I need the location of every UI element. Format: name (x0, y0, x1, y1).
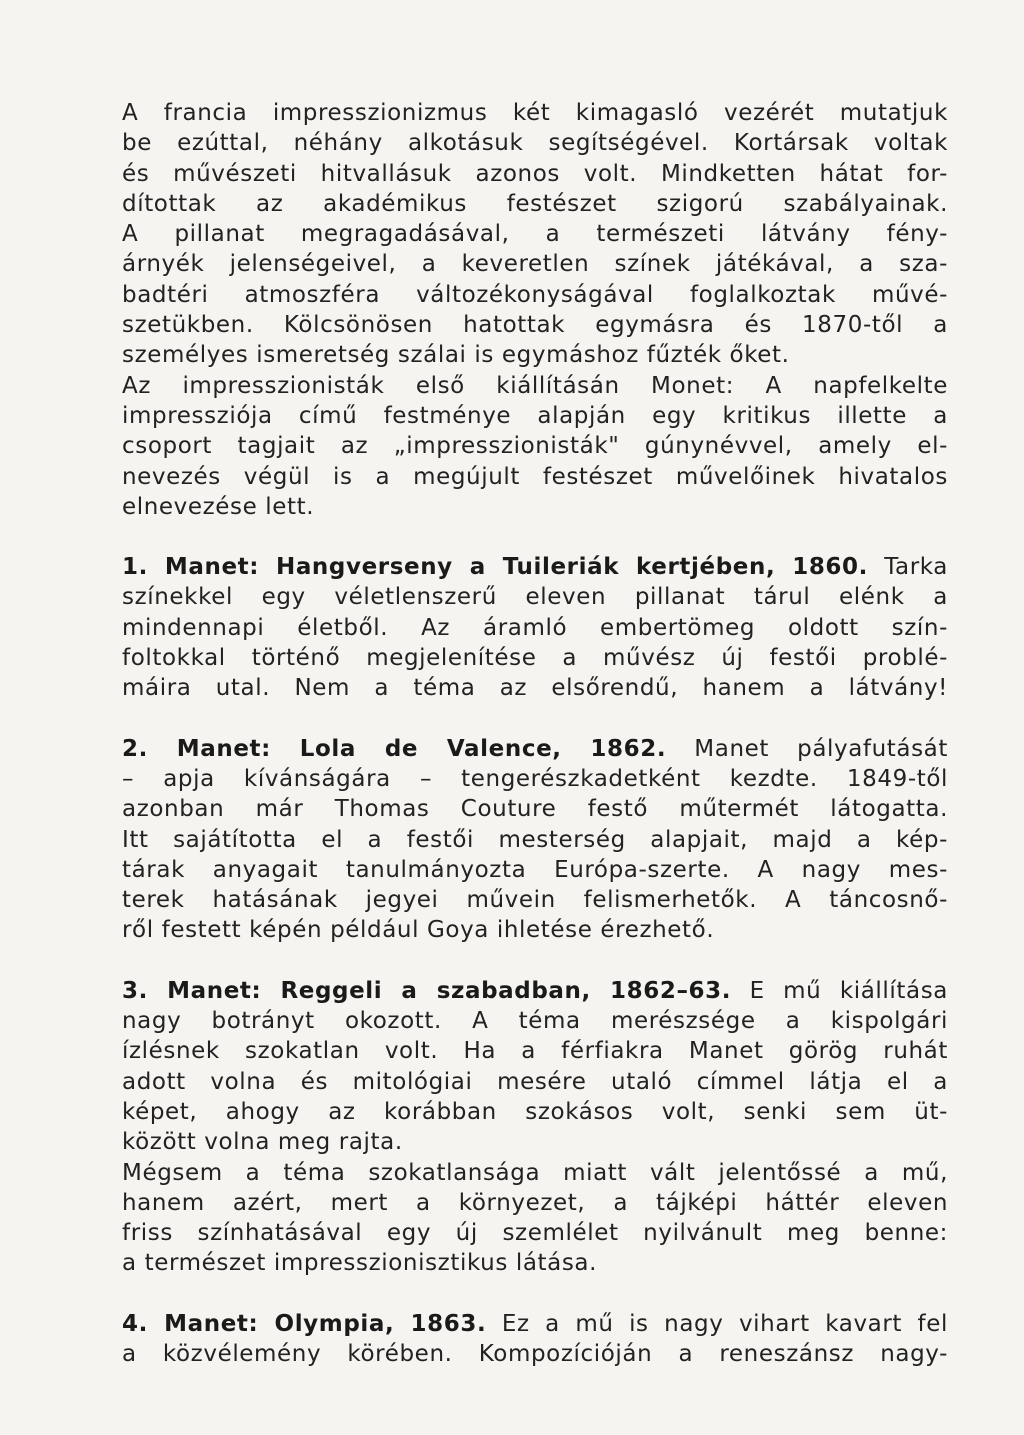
text-line: nagy botrányt okozott. A téma merészsége a kispolgári (122, 1008, 948, 1035)
text-line: képet, ahogy az korábban szokásos volt, senki sem üt- (122, 1098, 948, 1125)
text-line: Itt sajátította el a festői mesterség alapjait, majd a kép- (122, 826, 948, 853)
text-line: ről festett képén például Goya ihletése érezhető. (122, 917, 715, 944)
text-line: foltokkal történő megjelenítése a művész új festői problé- (122, 645, 948, 672)
text-line: hanem azért, mert a környezet, a tájképi háttér eleven (122, 1189, 948, 1216)
text-line: A francia impresszionizmus két kimagasló vezérét mutatjuk (122, 100, 948, 126)
intro-paragraph-2 (122, 219, 948, 370)
text-line: mindennapi életből. Az áramló embertömeg oldott szín- (122, 614, 948, 641)
text-line: elnevezése lett. (122, 493, 315, 520)
text-line: színekkel egy véletlenszerű eleven pillanat tárul elénk a (122, 584, 948, 611)
section-first-line (122, 734, 948, 764)
text-line: friss színhatásával egy új szemlélet nyilvánult meg benne: (122, 1220, 948, 1247)
intro-paragraph-3 (122, 371, 948, 522)
text-line: között volna meg rajta. (122, 1129, 403, 1156)
text-line: árnyék jelenségeivel, a keveretlen színek játékával, a sza- (122, 251, 948, 278)
text-line: terek hatásának jegyei művein felismerhetők. A táncosnő- (122, 887, 948, 914)
text-line: badtéri atmoszféra változékonyságával foglalkoztak művé- (122, 281, 948, 308)
section-first-line (122, 552, 948, 582)
text-column (122, 98, 948, 1369)
section-heading: 2. Manet: Lola de Valence, 1862. (122, 735, 667, 762)
text-line: és művészeti hitvallásuk azonos volt. Mindketten hátat for- (122, 160, 948, 187)
intro-paragraph-1 (122, 98, 948, 219)
text-line: dítottak az akadémikus festészet szigorú szabályainak. (122, 190, 948, 217)
text-line: adott volna és mitológiai mesére utaló címmel látja el a (122, 1068, 948, 1095)
section-first-line (122, 976, 948, 1006)
section-text: E mű kiállítása (731, 977, 948, 1004)
text-line: a természet impresszionisztikus látása. (122, 1250, 598, 1277)
text-line: a közvélemény körében. Kompozícióján a reneszánsz nagy- (122, 1340, 948, 1367)
section-heading: 4. Manet: Olympia, 1863. (122, 1310, 487, 1337)
section-text: Manet pályafutását (666, 735, 948, 762)
text-line: ízlésnek szokatlan volt. Ha a férfiakra Manet görög ruhát (122, 1038, 948, 1065)
text-line: A pillanat megragadásával, a természeti látvány fény- (122, 221, 948, 248)
text-line: személyes ismeretség szálai is egymáshoz fűzték őket. (122, 342, 790, 369)
section-text: Tarka (867, 554, 949, 581)
text-line: be ezúttal, néhány alkotásuk segítségével. Kortársak voltak (122, 130, 948, 157)
text-line: máira utal. Nem a téma az elsőrendű, hanem a látvány! (122, 675, 948, 702)
text-line: Az impresszionisták első kiállításán Monet: A napfelkelte (122, 372, 948, 399)
text-line: – apja kívánságára – tengerészkadetként kezdte. 1849-től (122, 765, 948, 792)
section-1 (122, 552, 948, 703)
text-line: szetükben. Kölcsönösen hatottak egymásra és 1870-től a (122, 312, 948, 339)
text-line: csoport tagjait az „impresszionisták" gúnynévvel, amely el- (122, 433, 948, 460)
section-heading: 3. Manet: Reggeli a szabadban, 1862–63. (122, 977, 732, 1004)
text-line: nevezés végül is a megújult festészet művelőinek hivatalos (122, 463, 948, 490)
section-2 (122, 734, 948, 946)
section-3 (122, 976, 948, 1279)
text-line: impressziója című festménye alapján egy kritikus illette a (122, 402, 948, 429)
text-line: tárak anyagait tanulmányozta Európa-szerte. A nagy mes- (122, 856, 948, 883)
section-heading: 1. Manet: Hangverseny a Tuileriák kertjében, 1860. (122, 554, 868, 581)
section-first-line (122, 1309, 948, 1339)
text-line: Mégsem a téma szokatlansága miatt vált jelentőssé a mű, (122, 1159, 948, 1186)
section-text: Ez a mű is nagy vihart kavart fel (486, 1310, 948, 1337)
text-line: azonban már Thomas Couture festő műtermét látogatta. (122, 796, 948, 823)
section-4 (122, 1309, 948, 1370)
